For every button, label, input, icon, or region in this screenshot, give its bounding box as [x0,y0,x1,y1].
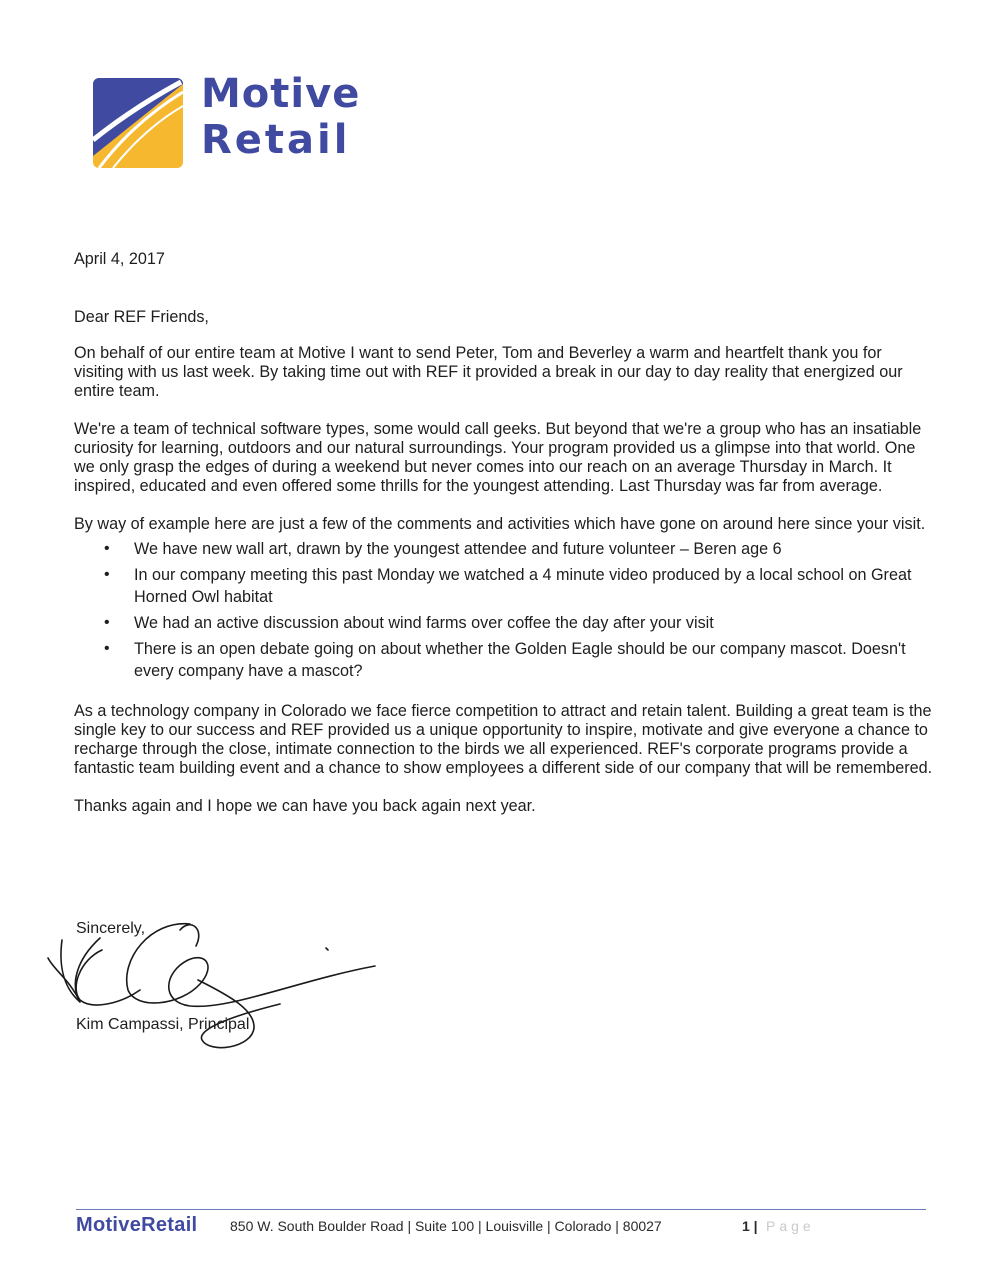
company-logo [93,72,383,172]
footer-address: 850 W. South Boulder Road | Suite 100 | Louisville | Colorado | 80027 [230,1218,662,1234]
examples-list [74,538,934,682]
salutation: Dear REF Friends, [74,308,209,326]
letter-date: April 4, 2017 [74,250,165,268]
logo-mark-icon [93,78,183,168]
paragraph-closing-thanks: Thanks again and I hope we can have you back again next year. [74,797,536,815]
paragraph-examples-intro: By way of example here are just a few of the comments and activities which have gone on around here since your visit. [74,515,926,533]
page-label: Page [766,1218,815,1234]
closing: Sincerely, [76,920,146,937]
paragraph-thanks: On behalf of our entire team at Motive I want to send Peter, Tom and Beverley a warm and heartfelt thank you for visiting with us last week. By taking time out with REF it provided a break in our day to day reality that energized our entire team. [74,344,903,400]
footer-brand: MotiveRetail [76,1214,198,1236]
list-item: • In our company meeting this past Monday we watched a 4 minute video produced by a local school on Great Horned Owl habitat [134,564,934,608]
signer-name: Kim Campassi, Principal [76,1016,250,1033]
footer-divider [76,1209,926,1210]
paragraph-competition: As a technology company in Colorado we face fierce competition to attract and retain talent. Building a great team is the single key to our success and REF provided us a unique opportunity to inspire, motivate and give everyone a chance to recharge through the close, intimate connection to the birds we all experienced. REF's corporate programs provide a fantastic team building event and a chance to show employees a different side of our company that will be remembered. [74,702,933,777]
list-item: • We have new wall art, drawn by the youngest attendee and future volunteer – Beren age 6 [134,538,934,560]
logo-word-retail: Retail [201,117,351,163]
letter-body [74,250,934,816]
list-item: • We had an active discussion about wind farms over coffee the day after your visit [134,612,934,634]
paragraph-team: We're a team of technical software types, some would call geeks. But beyond that we're a group who has an insatiable curiosity for learning, outdoors and our natural surroundings. Your program provided us a glimpse into that world. One we only grasp the edges of during a weekend but never comes into our reach on an average Thursday in March. It inspired, educated and even offered some thrills for the youngest attending. Last Thursday was far from average. [74,420,922,495]
list-item: • There is an open debate going on about whether the Golden Eagle should be our company mascot. Doesn't every company have a mascot? [134,638,934,682]
logo-word-motive: Motive [201,71,361,117]
footer [76,1214,926,1242]
handwritten-signature [40,910,400,1060]
page-number: 1 | [742,1218,758,1234]
